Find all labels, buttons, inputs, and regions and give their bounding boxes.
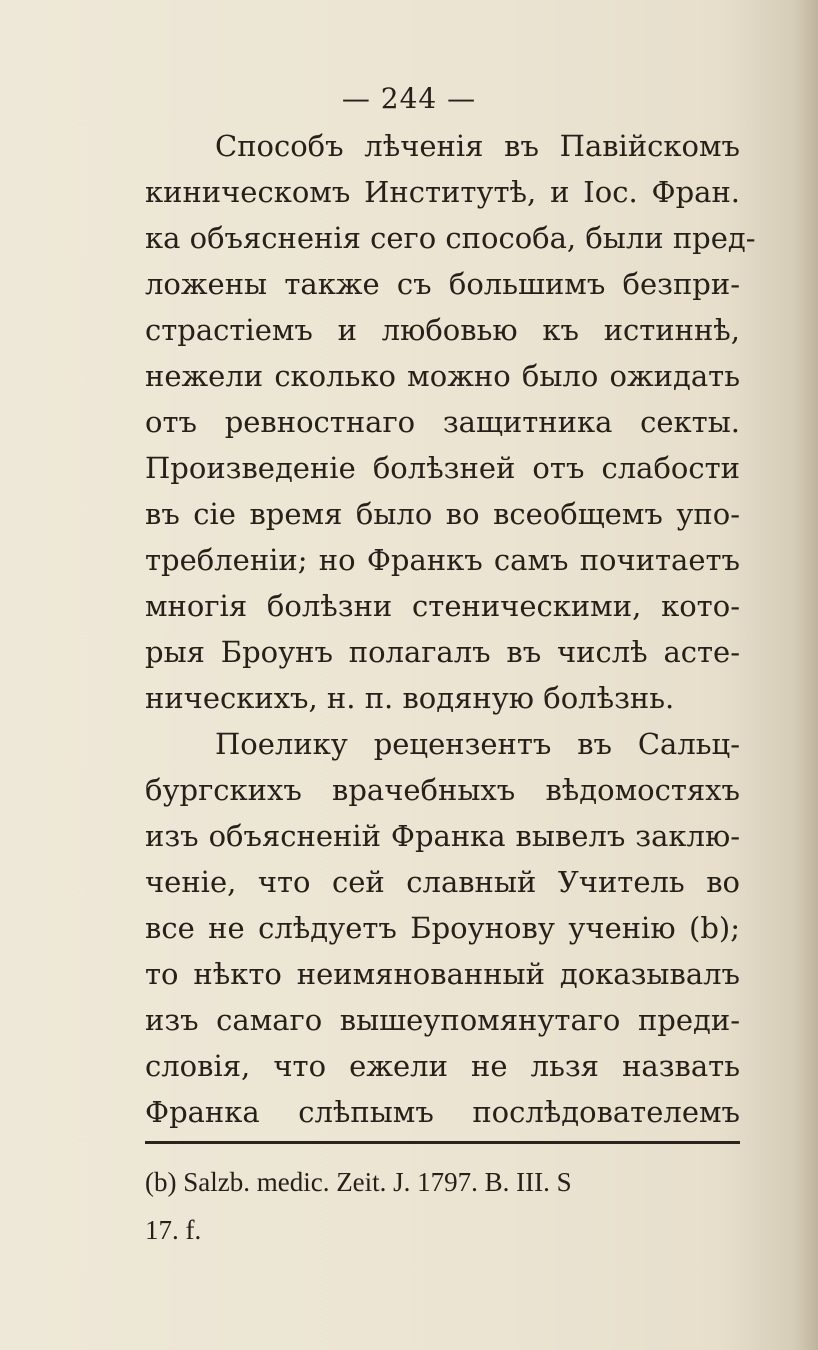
text-line: ложены также съ большимъ безпри- [145, 267, 740, 301]
text-line: многія болѣзни стеническими, кото- [145, 589, 740, 623]
text-line: все не слѣдуетъ Броунову ученію (b); [145, 911, 740, 945]
text-line: изъ объясненій Франка вывелъ заклю- [145, 819, 740, 853]
text-line: страстіемъ и любовью къ истиннѣ, [145, 313, 740, 347]
text-line: бургскихъ врачебныхъ вѣдомостяхъ [145, 773, 740, 807]
text-line: нежели сколько можно было ожидать [145, 359, 740, 393]
text-line: ка объясненія сего способа, были пред- [145, 221, 756, 255]
text-line: Произведеніе болѣзней отъ слабости [145, 451, 740, 485]
text-line: словія, что ежели не льзя назвать [145, 1049, 740, 1083]
text-line: изъ самаго вышеупомянутаго преди- [145, 1003, 740, 1037]
text-line: требленіи; но Франкъ самъ почитаетъ [145, 543, 740, 577]
footnote-line: (b) Salzb. medic. Zeit. J. 1797. B. III. S [145, 1167, 572, 1197]
text-line: Франка слѣпымъ послѣдователемъ [145, 1095, 740, 1129]
text-line: отъ ревностнаго защитника секты. [145, 405, 740, 439]
text-line: ническихъ, н. п. водяную болѣзнь. [145, 681, 675, 715]
text-line: въ сіе время было во всеобщемъ упо- [145, 497, 740, 531]
text-line: то нѣкто неимянованный доказывалъ [145, 957, 740, 991]
page-number: — 244 — [341, 82, 477, 115]
text-line: рыя Броунъ полагалъ въ числѣ асте- [145, 635, 740, 669]
text-line: ченіе, что сей славный Учитель во [145, 865, 740, 899]
footnote-line: 17. f. [145, 1215, 202, 1245]
text-line: киническомъ Институтѣ, и Іос. Фран. [145, 175, 740, 209]
text-line: Способъ лѣченія въ Павійскомъ [215, 129, 740, 163]
text-line: Поелику рецензентъ въ Сальц- [215, 727, 740, 761]
footnote-divider [145, 1141, 740, 1144]
